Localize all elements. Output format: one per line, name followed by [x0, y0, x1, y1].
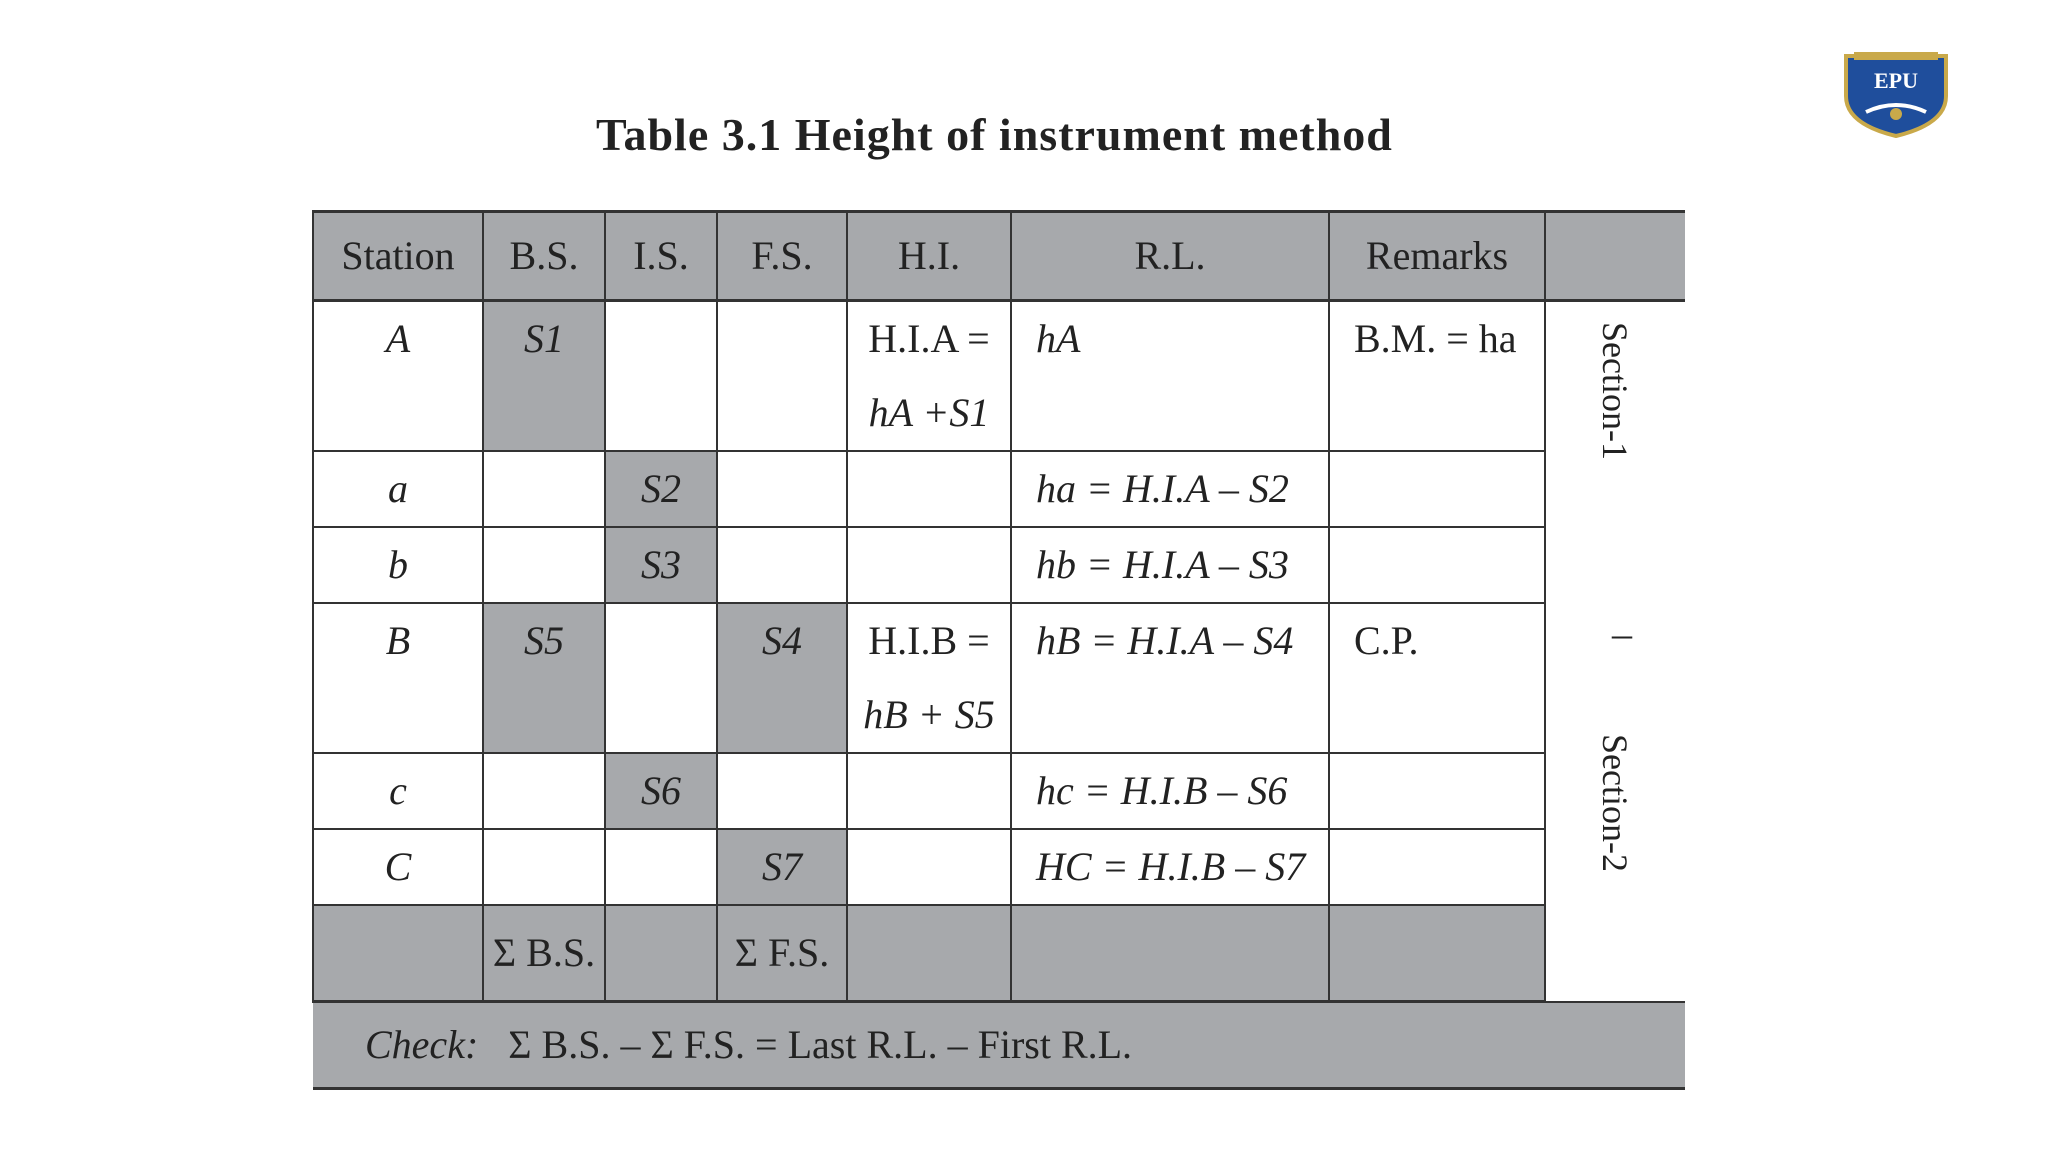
hi-cell [847, 829, 1011, 905]
station-cell: B [313, 603, 483, 753]
check-formula: Σ B.S. – Σ F.S. = Last R.L. – First R.L. [508, 1022, 1133, 1067]
is-cell [605, 603, 717, 753]
header-bs: B.S. [483, 212, 605, 301]
bs-value: S1 [524, 316, 564, 361]
header-hi: H.I. [847, 212, 1011, 301]
hi-cell [847, 301, 1011, 452]
rl-cell: hA [1011, 301, 1329, 452]
bs-cell [483, 451, 605, 527]
remarks-cell [1329, 451, 1545, 527]
rl-cell: ha = H.I.A – S2 [1011, 451, 1329, 527]
sum-bs-cell: Σ B.S. [483, 905, 605, 1002]
hi-cell [847, 451, 1011, 527]
remarks-cell [1329, 527, 1545, 603]
check-row [313, 1002, 1685, 1089]
sum-remarks-cell [1329, 905, 1545, 1002]
fs-cell: S7 [717, 829, 847, 905]
is-cell: S2 [605, 451, 717, 527]
bs-cell [483, 753, 605, 829]
table-title: Table 3.1 Height of instrument method [596, 109, 1393, 160]
rl-cell: HC = H.I.B – S7 [1011, 829, 1329, 905]
table-row-A [313, 301, 1685, 452]
hi-line-1: H.I.B = [868, 618, 990, 663]
is-cell: S3 [605, 527, 717, 603]
section-1-label: Section-1 [1595, 322, 1635, 460]
section-divider: – [1612, 611, 1632, 656]
hi-cell [847, 603, 1011, 753]
header-is: I.S. [605, 212, 717, 301]
remarks-cell [1329, 829, 1545, 905]
bs-cell [483, 301, 605, 452]
bs-cell [483, 527, 605, 603]
sum-fs-cell: Σ F.S. [717, 905, 847, 1002]
is-cell [605, 301, 717, 452]
header-fs: F.S. [717, 212, 847, 301]
table-row-B [313, 603, 1685, 753]
epu-logo [1840, 50, 1952, 138]
table-row-b [313, 527, 1685, 603]
header-remarks: Remarks [1329, 212, 1545, 301]
bs-cell: S5 [483, 603, 605, 753]
hi-line-2: hB + S5 [863, 692, 995, 737]
rl-cell: hb = H.I.A – S3 [1011, 527, 1329, 603]
header-station: Station [313, 212, 483, 301]
fs-cell [717, 527, 847, 603]
remarks-cell: B.M. = ha [1329, 301, 1545, 452]
check-cell [313, 1002, 1685, 1089]
header-section [1545, 212, 1685, 301]
fs-cell [717, 301, 847, 452]
check-label: Check: [365, 1022, 479, 1067]
fs-cell [717, 753, 847, 829]
sum-is-cell [605, 905, 717, 1002]
station-cell: b [313, 527, 483, 603]
logo-text: EPU [1874, 68, 1918, 93]
header-rl: R.L. [1011, 212, 1329, 301]
sum-hi-cell [847, 905, 1011, 1002]
hi-cell [847, 753, 1011, 829]
sum-row [313, 905, 1685, 1002]
hi-line-1: H.I.A = [868, 316, 990, 361]
rl-cell: hB = H.I.A – S4 [1011, 603, 1329, 753]
hi-cell [847, 527, 1011, 603]
sum-station-cell [313, 905, 483, 1002]
is-cell [605, 829, 717, 905]
fs-cell: S4 [717, 603, 847, 753]
table-row-a [313, 451, 1685, 527]
bs-cell [483, 829, 605, 905]
station-cell: C [313, 829, 483, 905]
table-row-c [313, 753, 1685, 829]
rl-cell: hc = H.I.B – S6 [1011, 753, 1329, 829]
remarks-cell: C.P. [1329, 603, 1545, 753]
is-cell: S6 [605, 753, 717, 829]
header-row [313, 212, 1685, 301]
station-cell: a [313, 451, 483, 527]
station-cell: c [313, 753, 483, 829]
remarks-cell [1329, 753, 1545, 829]
station-cell: A [313, 301, 483, 452]
table-row-C [313, 829, 1685, 905]
hi-method-table [312, 210, 1685, 1090]
hi-line-2: hA +S1 [868, 390, 990, 435]
sum-rl-cell [1011, 905, 1329, 1002]
fs-cell [717, 451, 847, 527]
section-2-label: Section-2 [1595, 734, 1635, 872]
